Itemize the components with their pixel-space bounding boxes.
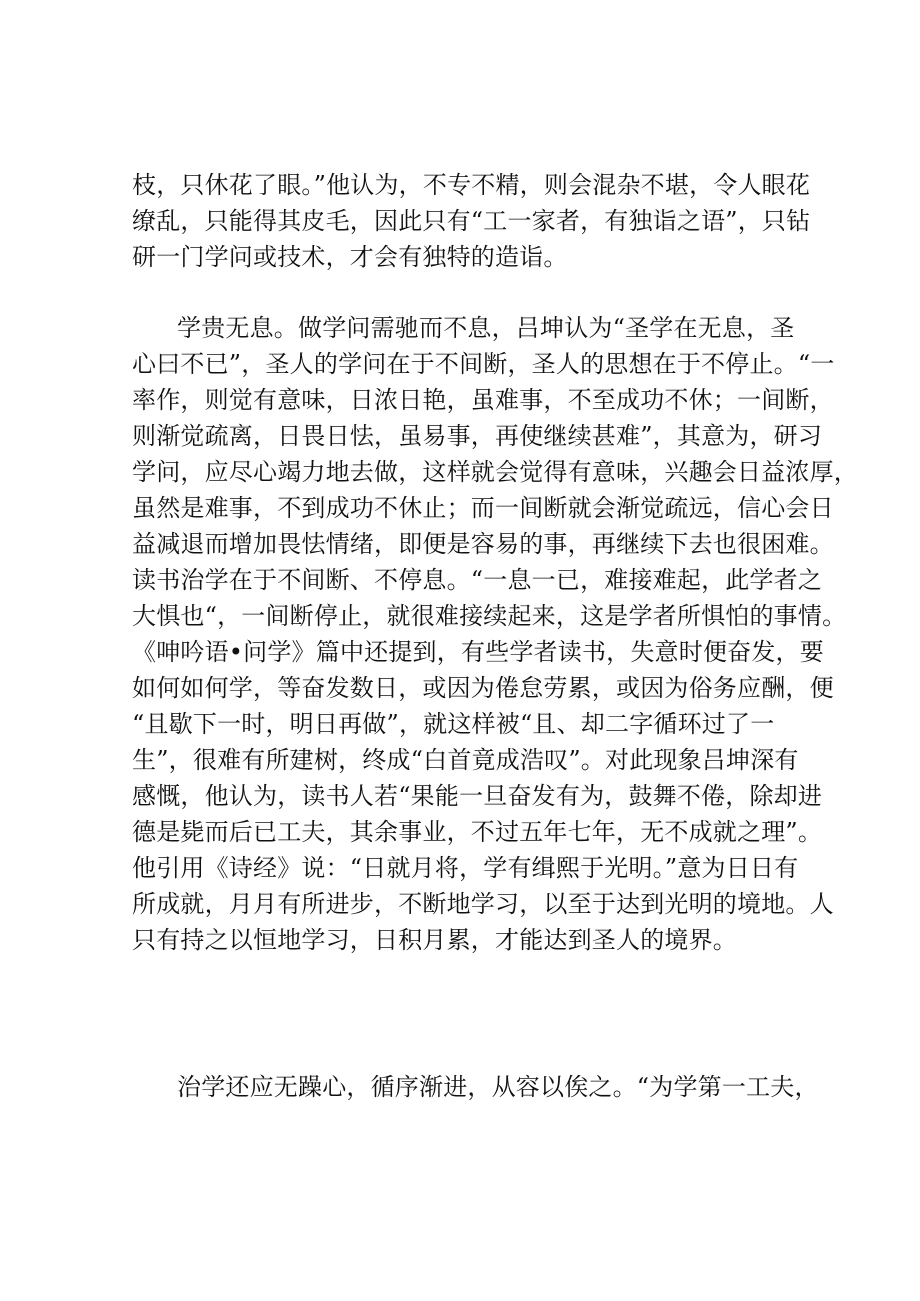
paragraph-3 [132,1069,819,1105]
text-line: 心曰不已”，圣人的学问在于不间断，圣人的思想在于不停止。“一 [132,350,835,378]
text-line: 学贵无息。做学问需驰而不息，吕坤认为“圣学在无息，圣 [177,314,795,342]
text-line: 大惧也“，一间断停止，就很难接续起来，这是学者所惧怕的事情。 [132,602,847,630]
text-line: “且歇下一时，明日再做”，就这样被“且、却二字循环过了一 [132,710,775,738]
text-line: 读书治学在于不间断、不停息。“一息一已，难接难起，此学者之 [132,566,823,594]
text-line: 《呻吟语•问学》篇中还提到，有些学者读书，失意时便奋发，要 [132,638,824,666]
text-line: 研一门学问或技术，才会有独特的造诣。 [132,243,568,271]
text-line: 所成就，月月有所进步，不断地学习，以至于达到光明的境地。人 [132,890,834,918]
text-line: 他引用《诗经》说：“日就月将，学有缉熙于光明。”意为日日有 [132,854,799,882]
text-line: 如何如何学，等奋发数日，或因为倦怠劳累，或因为俗务应酬，便 [132,674,834,702]
text-line: 率作，则觉有意味，日浓日艳，虽难事，不至成功不休；一间断， [132,386,834,414]
text-line: 益减退而增加畏怯情绪，即便是容易的事，再继续下去也很困难。 [132,530,834,558]
text-line: 治学还应无躁心，循序渐进，从容以俟之。“为学第一工夫， [177,1073,819,1101]
text-line: 则渐觉疏离，日畏日怯，虽易事，再使继续甚难”，其意为，研习 [132,422,823,450]
paragraph-1 [132,167,812,275]
paragraph-2 [132,310,858,958]
text-line: 学问，应尽心竭力地去做，这样就会觉得有意味，兴趣会日益浓厚， [132,458,858,486]
text-line: 虽然是难事，不到成功不休止；而一间断就会渐觉疏远，信心会日 [132,494,834,522]
text-line: 只有持之以恒地学习，日积月累，才能达到圣人的境界。 [132,926,737,954]
text-line: 感慨，他认为，读书人若“果能一旦奋发有为，鼓舞不倦，除却进 [132,782,823,810]
text-line: 生”，很难有所建树，终成“白首竟成浩叹”。对此现象吕坤深有 [132,746,799,774]
text-line: 枝，只休花了眼。”他认为，不专不精，则会混杂不堪，令人眼花 [132,171,811,199]
text-line: 缭乱，只能得其皮毛，因此只有“工一家者，有独诣之语”，只钻 [132,207,811,235]
text-line: 德是毙而后已工夫，其余事业，不过五年七年，无不成就之理”。 [132,818,823,846]
